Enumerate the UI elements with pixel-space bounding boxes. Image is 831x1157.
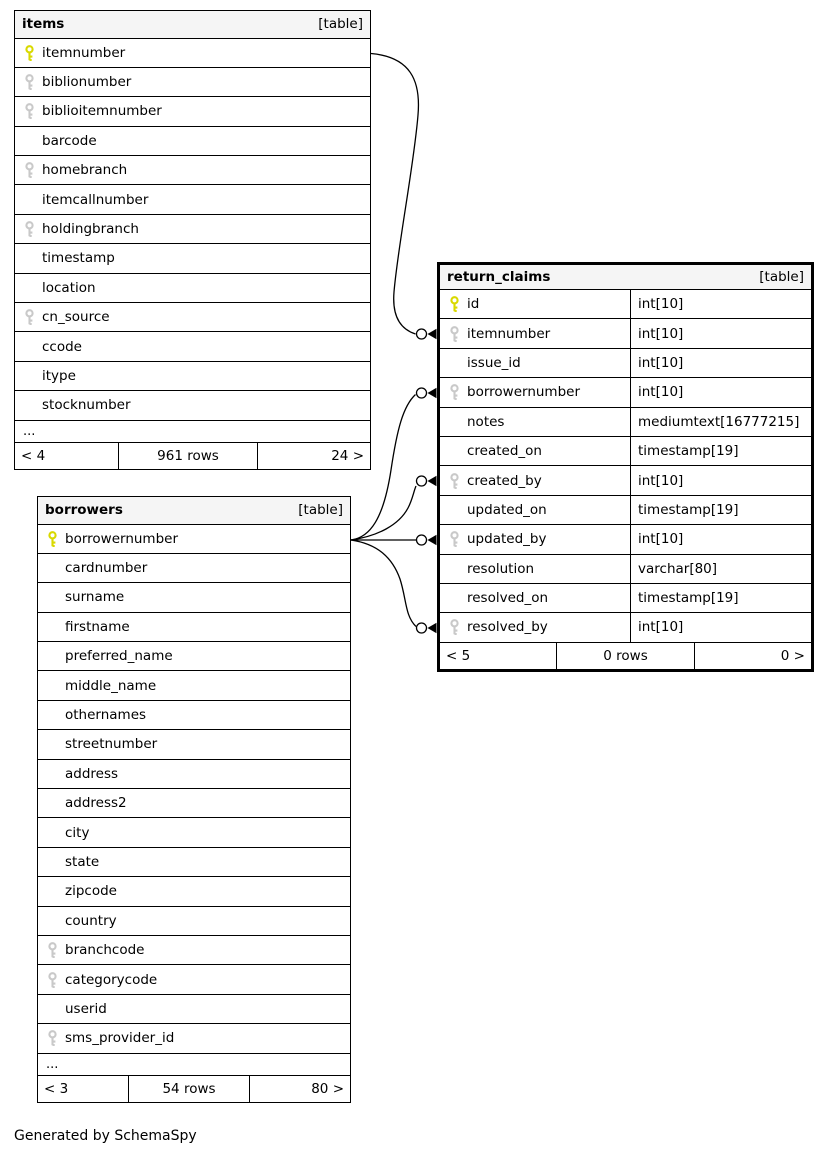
column-name: biblioitemnumber <box>42 103 162 120</box>
column-type: timestamp[19] <box>630 437 811 465</box>
key-icon <box>46 560 58 576</box>
column-name: location <box>42 279 96 296</box>
key-icon <box>448 326 460 342</box>
column-row <box>15 244 370 273</box>
column-row <box>440 466 811 495</box>
column-row <box>38 583 350 612</box>
column-row <box>38 965 350 994</box>
column-name: homebranch <box>42 162 128 179</box>
table-return-claims-title[interactable]: return_claims <box>447 269 551 285</box>
generator-note: Generated by SchemaSpy <box>14 1128 197 1144</box>
key-icon <box>46 1030 58 1046</box>
footer-left-count: < 4 <box>21 447 46 464</box>
table-return-claims[interactable] <box>437 262 814 672</box>
key-icon <box>23 250 35 266</box>
column-row <box>38 525 350 554</box>
column-row <box>15 274 370 303</box>
column-type: int[10] <box>630 613 811 641</box>
footer-left-count: < 5 <box>446 647 471 664</box>
key-icon <box>46 854 58 870</box>
more-columns-ellipsis: ... <box>38 1054 350 1076</box>
column-row <box>15 185 370 214</box>
table-borrowers-title[interactable]: borrowers <box>45 502 123 519</box>
footer-row-count: 961 rows <box>118 443 257 469</box>
column-row <box>440 290 811 319</box>
key-icon <box>46 589 58 605</box>
column-name: updated_by <box>467 531 547 548</box>
key-icon <box>46 972 58 988</box>
column-row <box>38 1024 350 1053</box>
column-name: firstname <box>65 618 130 635</box>
key-icon <box>23 221 35 237</box>
column-name: address2 <box>65 795 127 812</box>
key-icon <box>46 913 58 929</box>
column-type: mediumtext[16777215] <box>630 408 811 436</box>
column-row <box>38 760 350 789</box>
column-name: holdingbranch <box>42 221 139 238</box>
table-items-footer <box>15 443 370 469</box>
fk-connector-resolved-by <box>417 623 437 634</box>
column-name: itemnumber <box>42 44 126 61</box>
column-name: zipcode <box>65 883 117 900</box>
column-row <box>38 554 350 583</box>
footer-right-count: 80 > <box>249 1076 350 1102</box>
table-return-claims-badge: [table] <box>759 269 804 285</box>
key-icon <box>23 397 35 413</box>
key-icon <box>448 384 460 400</box>
column-name: cn_source <box>42 309 110 326</box>
key-icon <box>46 942 58 958</box>
key-icon <box>46 825 58 841</box>
column-row <box>38 613 350 642</box>
column-type: int[10] <box>630 466 811 494</box>
fk-connector-borrowernumber <box>417 388 437 399</box>
column-name: borrowernumber <box>467 384 581 401</box>
footer-right-count: 0 > <box>694 643 811 669</box>
key-icon <box>448 619 460 635</box>
table-borrowers-footer <box>38 1076 350 1102</box>
key-icon <box>46 883 58 899</box>
column-row <box>38 701 350 730</box>
table-items-header[interactable] <box>15 11 370 39</box>
key-icon <box>46 707 58 723</box>
footer-right-count: 24 > <box>257 443 370 469</box>
column-row <box>440 408 811 437</box>
key-icon <box>46 736 58 752</box>
column-name: borrowernumber <box>65 530 179 547</box>
column-row <box>15 97 370 126</box>
table-items-columns <box>15 39 370 421</box>
column-name: updated_on <box>467 501 547 518</box>
column-type: timestamp[19] <box>630 584 811 612</box>
column-name: address <box>65 765 119 782</box>
column-row <box>38 789 350 818</box>
key-icon <box>46 1001 58 1017</box>
column-row <box>440 349 811 378</box>
key-icon <box>23 133 35 149</box>
key-icon <box>23 103 35 119</box>
key-icon <box>23 45 35 61</box>
column-row <box>38 907 350 936</box>
column-name: city <box>65 824 90 841</box>
column-name: cardnumber <box>65 560 148 577</box>
column-name: preferred_name <box>65 648 173 665</box>
footer-left-count: < 3 <box>44 1080 69 1097</box>
column-row <box>440 319 811 348</box>
column-name: categorycode <box>65 971 158 988</box>
column-row <box>440 613 811 642</box>
key-icon <box>46 531 58 547</box>
column-name: ccode <box>42 338 82 355</box>
column-name: resolved_by <box>467 619 548 636</box>
column-row <box>440 555 811 584</box>
key-icon <box>448 473 460 489</box>
table-borrowers-badge: [table] <box>298 502 343 519</box>
key-icon <box>23 280 35 296</box>
column-name: id <box>467 296 480 313</box>
column-name: itemnumber <box>467 325 551 342</box>
column-row <box>15 362 370 391</box>
column-name: stocknumber <box>42 397 131 414</box>
table-return-claims-footer <box>440 643 811 669</box>
column-name: streetnumber <box>65 736 158 753</box>
key-icon <box>448 502 460 518</box>
key-icon <box>23 339 35 355</box>
column-type: int[10] <box>630 349 811 377</box>
footer-row-count: 0 rows <box>556 643 694 669</box>
fk-connector-updated-by <box>417 535 437 546</box>
key-icon <box>46 795 58 811</box>
table-return-claims-header[interactable] <box>440 265 811 290</box>
relationship-line-borrowers-created-by <box>351 486 416 540</box>
column-type: int[10] <box>630 378 811 406</box>
table-borrowers-columns <box>38 525 350 1054</box>
column-name: othernames <box>65 707 147 724</box>
column-name: biblionumber <box>42 74 132 91</box>
key-icon <box>23 192 35 208</box>
column-name: sms_provider_id <box>65 1030 175 1047</box>
column-name: middle_name <box>65 677 157 694</box>
column-row <box>440 584 811 613</box>
column-name: itype <box>42 367 76 384</box>
key-icon <box>46 678 58 694</box>
column-type: varchar[80] <box>630 555 811 583</box>
column-name: resolution <box>467 560 535 577</box>
column-name: created_on <box>467 443 542 460</box>
column-name: timestamp <box>42 250 115 267</box>
column-row <box>15 303 370 332</box>
column-row <box>15 68 370 97</box>
column-row <box>15 391 370 420</box>
column-row <box>15 215 370 244</box>
column-row <box>15 39 370 68</box>
column-row <box>15 156 370 185</box>
column-name: issue_id <box>467 354 521 371</box>
key-icon <box>46 619 58 635</box>
column-row <box>440 496 811 525</box>
key-icon <box>448 296 460 312</box>
key-icon <box>46 648 58 664</box>
key-icon <box>23 368 35 384</box>
table-items-title[interactable]: items <box>22 16 65 33</box>
column-type: int[10] <box>630 290 811 318</box>
column-name: branchcode <box>65 942 145 959</box>
column-name: country <box>65 912 117 929</box>
key-icon <box>448 443 460 459</box>
column-row <box>440 525 811 554</box>
column-name: userid <box>65 1000 107 1017</box>
column-name: surname <box>65 589 125 606</box>
column-name: notes <box>467 413 505 430</box>
column-row <box>38 671 350 700</box>
column-type: int[10] <box>630 319 811 347</box>
footer-row-count: 54 rows <box>128 1076 249 1102</box>
key-icon <box>448 531 460 547</box>
more-columns-ellipsis: ... <box>15 421 370 443</box>
key-icon <box>448 414 460 430</box>
column-row <box>38 848 350 877</box>
relationship-line-items-itemnumber <box>371 54 418 335</box>
key-icon <box>448 590 460 606</box>
column-row <box>440 437 811 466</box>
column-type: timestamp[19] <box>630 496 811 524</box>
column-type: int[10] <box>630 525 811 553</box>
column-name: resolved_on <box>467 590 549 607</box>
fk-connector-created-by <box>417 476 437 487</box>
column-row <box>38 936 350 965</box>
column-name: state <box>65 853 100 870</box>
column-row <box>38 818 350 847</box>
key-icon <box>23 74 35 90</box>
column-row <box>15 332 370 361</box>
column-row <box>15 127 370 156</box>
relationship-line-borrowers-resolved-by <box>351 540 416 627</box>
column-row <box>440 378 811 407</box>
table-borrowers-header[interactable] <box>38 497 350 525</box>
column-row <box>38 877 350 906</box>
column-name: itemcallnumber <box>42 191 149 208</box>
key-icon <box>448 355 460 371</box>
table-return-claims-columns <box>440 290 811 643</box>
table-borrowers[interactable] <box>37 496 351 1103</box>
key-icon <box>448 561 460 577</box>
key-icon <box>46 766 58 782</box>
table-items-badge: [table] <box>318 16 363 33</box>
column-name: barcode <box>42 132 97 149</box>
column-name: created_by <box>467 472 542 489</box>
column-row <box>38 730 350 759</box>
key-icon <box>23 309 35 325</box>
key-icon <box>23 162 35 178</box>
column-row <box>38 995 350 1024</box>
column-row <box>38 642 350 671</box>
fk-connector-itemnumber <box>417 329 437 340</box>
table-items[interactable] <box>14 10 371 470</box>
